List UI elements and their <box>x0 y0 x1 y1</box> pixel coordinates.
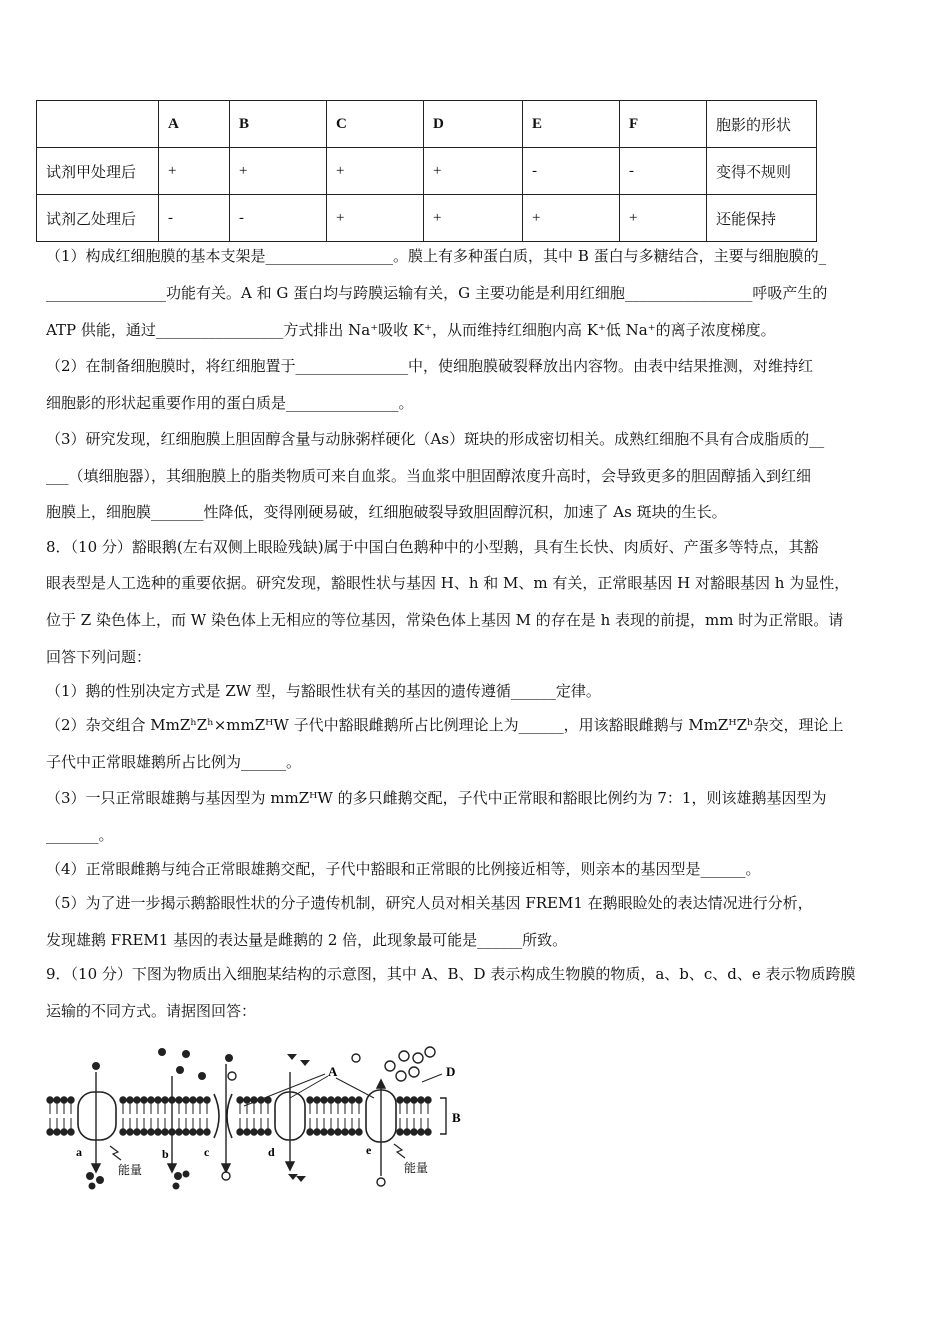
table-cell: D <box>424 101 523 148</box>
question-text-line: 子代中正常眼雄鹅所占比例为______。 <box>46 753 302 771</box>
label-a: a <box>76 1145 82 1159</box>
question-text-line: （4）正常眼雌鹅与纯合正常眼雄鹅交配，子代中豁眼和正常眼的比例接近相等，则亲本的基因型是______。 <box>46 860 761 878</box>
question-text-line: （1）鹅的性别决定方式是 ZW 型，与豁眼性状有关的基因的遗传遵循______定律。 <box>46 682 601 700</box>
table-cell: + <box>424 148 523 195</box>
result-table <box>36 100 817 242</box>
table-row <box>37 195 817 242</box>
label-c: c <box>204 1145 210 1159</box>
table-cell: 胞影的形状 <box>707 101 817 148</box>
question-heading: 9．（10 分）下图为物质出入细胞某结构的示意图，其中 A、B、D 表示构成生物膜的物质，a、b、c、d、e 表示物质跨膜 <box>46 965 856 983</box>
question-heading: 8．（10 分）豁眼鹅(左右双侧上眼睑残缺)属于中国白色鹅种中的小型鹅，具有生长快、肉质好、产蛋多等特点，其豁 <box>46 538 819 556</box>
table-row <box>37 148 817 195</box>
table-cell: + <box>159 148 230 195</box>
table-cell: C <box>327 101 424 148</box>
energy-right-icon <box>394 1144 405 1158</box>
table-cell: 变得不规则 <box>707 148 817 195</box>
solute-particles-top <box>92 1048 310 1080</box>
question-text-line: （2）杂交组合 MmZʰZʰ×mmZᴴW 子代中豁眼雌鹅所占比例理论上为______，用该豁眼雌鹅与 MmZᴴZʰ杂交，理论上 <box>46 716 844 734</box>
table-cell: B <box>230 101 327 148</box>
question-text-line: （5）为了进一步揭示鹅豁眼性状的分子遗传机制，研究人员对相关基因 FREM1 在鹅眼睑处的表达情况进行分析， <box>46 894 813 912</box>
question-text-line: 位于 Z 染色体上，而 W 染色体上无相应的等位基因，常染色体上基因 M 的存在是 h 表现的前提，mm 时为正常眼。请 <box>46 611 844 629</box>
table-cell: + <box>620 195 707 242</box>
question-text-line: ATP 供能，通过_________________方式排出 Na⁺吸收 K⁺，从而维持红细胞内高 K⁺低 Na⁺的离子浓度梯度。 <box>46 321 776 339</box>
question-text-line: （3）研究发现，红细胞膜上胆固醇含量与动脉粥样硬化（As）斑块的形成密切相关。成熟红细胞不具有合成脂质的__ <box>46 430 825 448</box>
table-cell: - <box>620 148 707 195</box>
table-cell: - <box>523 148 620 195</box>
question-text-line: （3）一只正常眼雄鹅与基因型为 mmZᴴW 的多只雌鹅交配，子代中正常眼和豁眼比例约为 7：1，则该雄鹅基因型为 <box>46 789 827 807</box>
table-cell: 试剂乙处理后 <box>37 195 159 242</box>
table-cell: - <box>159 195 230 242</box>
label-b: b <box>162 1147 169 1161</box>
table-cell: + <box>424 195 523 242</box>
label-d: d <box>268 1145 275 1159</box>
question-text-line: 发现雄鹅 FREM1 基因的表达量是雌鹅的 2 倍，此现象最可能是______所致。 <box>46 931 568 949</box>
open-particles-top <box>228 1054 360 1080</box>
table-cell: - <box>230 195 327 242</box>
label-D-pointer <box>422 1074 442 1082</box>
label-B: B <box>452 1110 461 1125</box>
table-cell: + <box>327 148 424 195</box>
table-cell: + <box>523 195 620 242</box>
table-cell: F <box>620 101 707 148</box>
glycoprotein-chain <box>385 1047 435 1081</box>
label-e: e <box>366 1143 372 1157</box>
question-text-line: ___（填细胞器），其细胞膜上的脂类物质可来自血浆。当血浆中胆固醇浓度升高时，会导致更多的胆固醇插入到红细 <box>46 467 812 485</box>
energy-right-label: 能量 <box>404 1161 429 1175</box>
question-text-line: 回答下列问题： <box>46 648 152 666</box>
question-text-line: （1）构成红细胞膜的基本支架是_________________。膜上有多种蛋白质，其中 B 蛋白与多糖结合，主要与细胞膜的_ <box>46 247 827 265</box>
label-D: D <box>446 1064 456 1079</box>
question-text-line: _______。 <box>46 826 114 844</box>
table-cell: E <box>523 101 620 148</box>
question-text-line: （2）在制备细胞膜时，将红细胞置于_______________中，使细胞膜破裂释放出内容物。由表中结果推测，对维持红 <box>46 357 814 375</box>
table-cell: 还能保持 <box>707 195 817 242</box>
bilayer-bracket <box>440 1098 446 1134</box>
label-A: A <box>328 1064 338 1079</box>
membrane-diagram <box>44 1046 474 1191</box>
table-header-row <box>37 101 817 148</box>
question-text-line: 眼表型是人工选种的重要依据。研究发现，豁眼性状与基因 H、h 和 M、m 有关，正常眼基因 H 对豁眼基因 h 为显性， <box>46 574 850 592</box>
question-text-line: 运输的不同方式。请据图回答： <box>46 1002 257 1020</box>
table-cell: + <box>327 195 424 242</box>
table-cell: A <box>159 101 230 148</box>
energy-left-icon <box>110 1146 121 1160</box>
question-text-line: 胞膜上，细胞膜_______性降低，变得刚硬易破，红细胞破裂导致胆固醇沉积，加速了 As 斑块的生长。 <box>46 503 727 521</box>
question-text-line: 细胞影的形状起重要作用的蛋白质是_______________。 <box>46 394 414 412</box>
table-cell <box>37 101 159 148</box>
question-text-line: ________________功能有关。A 和 G 蛋白均与跨膜运输有关，G 主要功能是利用红细胞_________________呼吸产生的 <box>46 284 828 302</box>
table-cell: 试剂甲处理后 <box>37 148 159 195</box>
table-cell: + <box>230 148 327 195</box>
energy-left-label: 能量 <box>118 1163 143 1177</box>
